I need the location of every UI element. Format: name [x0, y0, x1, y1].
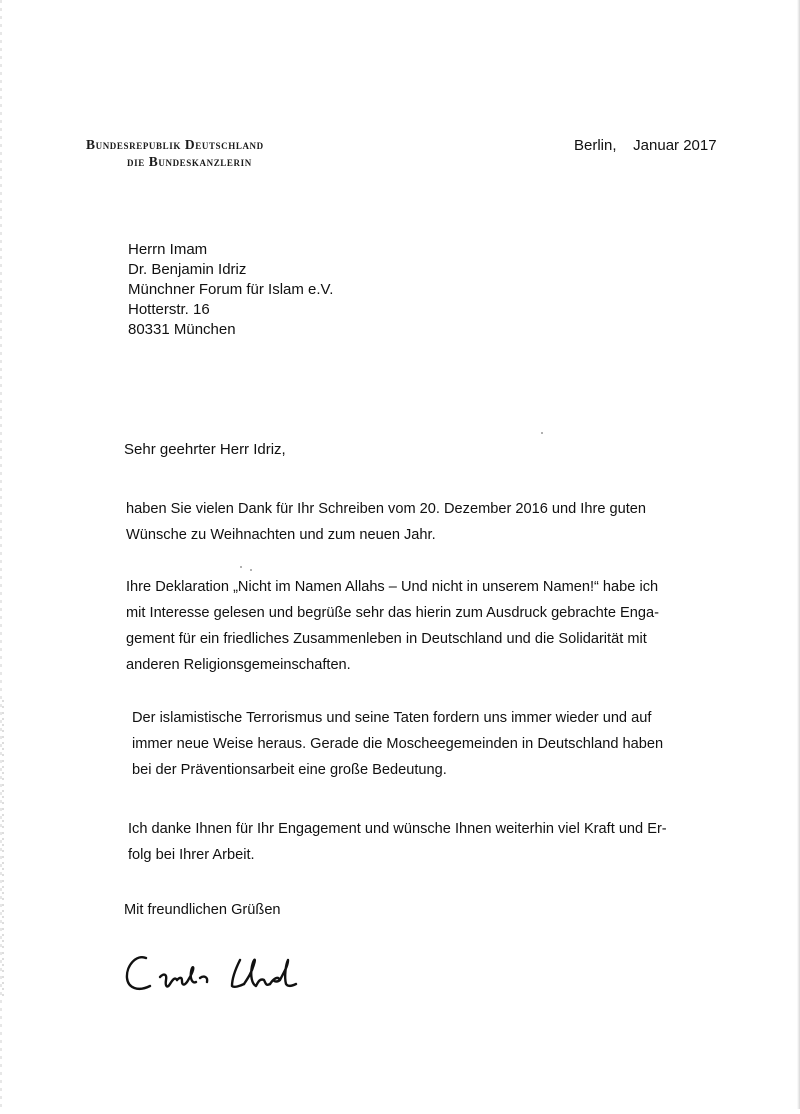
paragraph-thanks [126, 496, 726, 548]
recipient-street: Hotterstr. 16 [128, 301, 210, 318]
paragraph-line: Der islamistische Terrorismus und seine Taten fordern uns immer wieder und auf [132, 710, 652, 726]
scan-speck [541, 432, 543, 434]
handwritten-signature [120, 944, 320, 1004]
letterhead-office: die Bundeskanzlerin [127, 154, 252, 169]
scan-left-edge [0, 0, 6, 1109]
paragraph-line: anderen Religionsgemeinschaften. [126, 657, 351, 673]
recipient-organization: Münchner Forum für Islam e.V. [128, 281, 334, 298]
recipient-title: Herrn Imam [128, 241, 208, 258]
letterhead [86, 136, 376, 170]
recipient-address [128, 240, 333, 340]
paragraph-line: haben Sie vielen Dank für Ihr Schreiben vom 20. Dezember 2016 und Ihre guten [126, 501, 647, 517]
recipient-city: 80331 München [128, 321, 236, 338]
letterhead-country: Bundesrepublik Deutschland [86, 137, 264, 152]
paragraph-line: gement für ein friedliches Zusammenleben in Deutschland und die Solidarität mit [126, 631, 647, 647]
paragraph-line: immer neue Weise heraus. Gerade die Moscheegemeinden in Deutschland haben [132, 736, 664, 752]
paragraph-line: folg bei Ihrer Arbeit. [128, 847, 255, 863]
recipient-name: Dr. Benjamin Idriz [128, 261, 247, 278]
paragraph-line: Ihre Deklaration „Nicht im Namen Allahs – Und nicht in unserem Namen!“ habe ich [126, 579, 659, 595]
paragraph-line: Ich danke Ihnen für Ihr Engagement und wünsche Ihnen weiterhin viel Kraft und Er- [128, 821, 667, 837]
scan-speck [240, 566, 242, 568]
paragraph-terrorism [132, 705, 732, 783]
paragraph-line: mit Interesse gelesen und begrüße sehr das hierin zum Ausdruck gebrachte Enga- [126, 605, 659, 621]
paragraph-line: Wünsche zu Weihnachten und zum neuen Jahr. [126, 527, 436, 543]
closing-greeting: Mit freundlichen Grüßen [124, 902, 281, 918]
letter-date: Berlin, Januar 2017 [574, 137, 717, 154]
paragraph-line: bei der Präventionsarbeit eine große Bedeutung. [132, 762, 447, 778]
paragraph-engagement [128, 816, 728, 868]
scan-speck [250, 569, 252, 571]
salutation: Sehr geehrter Herr Idriz, [124, 441, 286, 458]
paragraph-declaration [126, 574, 726, 678]
